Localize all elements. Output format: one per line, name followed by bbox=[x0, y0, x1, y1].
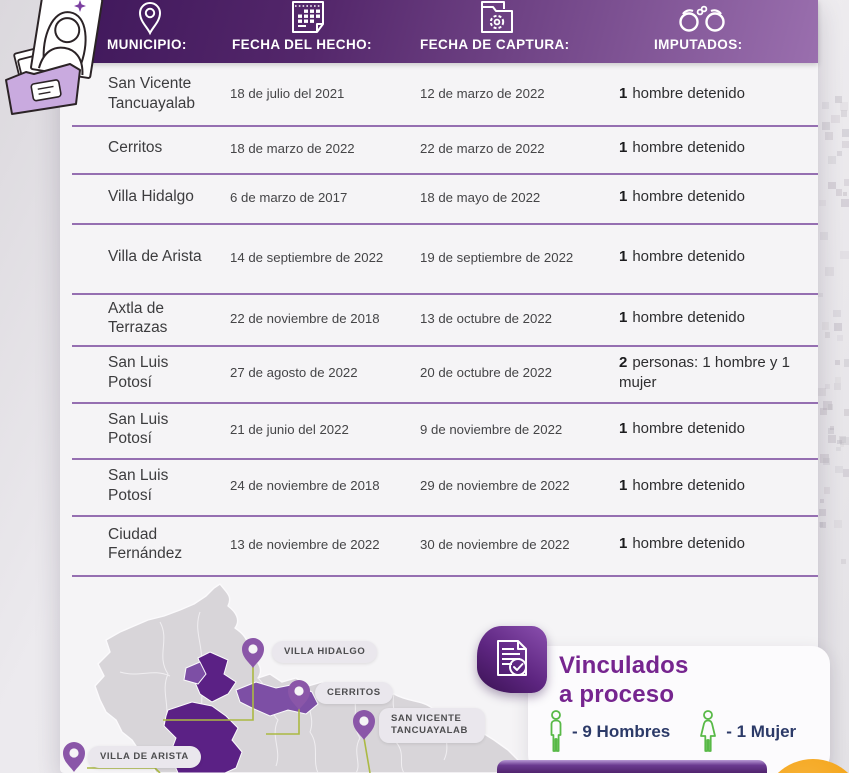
calendar-icon bbox=[290, 0, 328, 37]
bottom-bar bbox=[497, 760, 767, 773]
municipio-cell: San Vicente Tancuayalab bbox=[108, 75, 196, 112]
municipio-cell: Cerritos bbox=[108, 139, 163, 157]
stat-mujer bbox=[696, 710, 796, 754]
imputados-cell: 1 hombre detenido bbox=[619, 309, 745, 327]
municipio-cell: Ciudad Fernández bbox=[108, 525, 183, 562]
fecha-captura-cell: 13 de octubre de 2022 bbox=[420, 310, 552, 326]
column-header-imputados: IMPUTADOS: bbox=[654, 37, 743, 52]
fecha-captura-cell: 19 de septiembre de 2022 bbox=[420, 249, 574, 265]
municipio-cell: Villa Hidalgo bbox=[108, 188, 194, 206]
imputados-cell: 1 hombre detenido bbox=[619, 84, 745, 102]
woman-icon bbox=[696, 710, 720, 754]
document-check-icon bbox=[494, 639, 530, 681]
column-header-fecha-captura: FECHA DE CAPTURA: bbox=[420, 37, 570, 52]
table-header bbox=[88, 0, 818, 63]
stat-hombres bbox=[546, 710, 670, 754]
imputados-cell: 1 hombre detenido bbox=[619, 139, 745, 157]
table-row bbox=[72, 458, 818, 517]
photo-folder-illustration bbox=[0, 0, 165, 125]
stat-hombres-label: - 9 Hombres bbox=[572, 722, 671, 741]
fecha-captura-cell: 29 de noviembre de 2022 bbox=[420, 478, 570, 493]
imputados-cell: 2 personas: 1 hombre y 1 mujer bbox=[619, 354, 790, 391]
municipio-cell: San Luis Potosí bbox=[108, 354, 169, 391]
municipio-cell: Villa de Arista bbox=[108, 248, 202, 266]
fecha-hecho-cell: 18 de marzo de 2022 bbox=[230, 140, 355, 156]
fecha-captura-cell: 12 de marzo de 2022 bbox=[420, 86, 545, 101]
municipio-cell: Axtla de Terrazas bbox=[108, 299, 168, 336]
map-pin-villa-de-arista bbox=[63, 742, 85, 772]
table-row bbox=[72, 173, 818, 225]
summary-title-line1: Vinculados bbox=[559, 652, 689, 679]
fecha-hecho-cell: 27 de agosto de 2022 bbox=[230, 365, 358, 380]
summary-title bbox=[559, 652, 689, 710]
fecha-captura-cell: 20 de octubre de 2022 bbox=[420, 365, 552, 380]
column-header-fecha-hecho: FECHA DEL HECHO: bbox=[232, 37, 372, 52]
table-row bbox=[72, 293, 818, 347]
imputados-cell: 1 hombre detenido bbox=[619, 535, 745, 553]
table-row bbox=[72, 64, 818, 127]
fecha-captura-cell: 18 de mayo de 2022 bbox=[420, 189, 541, 205]
summary-stats bbox=[546, 710, 796, 754]
summary-title-line2: a proceso bbox=[559, 680, 675, 708]
table-row bbox=[72, 402, 818, 460]
municipio-cell: San Luis Potosí bbox=[108, 467, 169, 504]
table-row bbox=[72, 345, 818, 404]
fecha-hecho-cell: 14 de septiembre de 2022 bbox=[230, 249, 384, 265]
handcuffs-icon bbox=[676, 3, 728, 33]
pin-label-villa-de-arista: VILLA DE ARISTA bbox=[88, 746, 201, 768]
table-row bbox=[72, 515, 818, 577]
pin-label-san-vicente: SAN VICENTE TANCUAYALAB bbox=[379, 708, 485, 743]
fecha-hecho-cell: 6 de marzo de 2017 bbox=[230, 189, 348, 205]
imputados-cell: 1 hombre detenido bbox=[619, 420, 745, 438]
pin-label-cerritos: CERRITOS bbox=[315, 682, 393, 704]
state-outline bbox=[95, 584, 518, 773]
column-header-municipio: MUNICIPIO: bbox=[107, 37, 187, 52]
table-row bbox=[72, 223, 818, 295]
table-row bbox=[72, 125, 818, 175]
fecha-hecho-cell: 18 de julio del 2021 bbox=[230, 86, 345, 101]
imputados-cell: 1 hombre detenido bbox=[619, 188, 745, 206]
man-icon bbox=[546, 710, 566, 754]
document-check-badge bbox=[477, 626, 547, 693]
imputados-cell: 1 hombre detenido bbox=[619, 476, 745, 494]
fecha-captura-cell: 9 de noviembre de 2022 bbox=[420, 421, 563, 437]
municipio-cell: San Luis Potosí bbox=[108, 410, 169, 447]
state-map bbox=[60, 582, 540, 773]
imputados-cell: 1 hombre detenido bbox=[619, 248, 745, 266]
capture-folder-gear-icon bbox=[478, 0, 516, 37]
fecha-hecho-cell: 22 de noviembre de 2018 bbox=[230, 310, 380, 326]
pin-label-villa-hidalgo: VILLA HIDALGO bbox=[272, 641, 377, 663]
folder-icon bbox=[6, 64, 80, 114]
fecha-captura-cell: 22 de marzo de 2022 bbox=[420, 140, 545, 156]
fecha-captura-cell: 30 de noviembre de 2022 bbox=[420, 536, 570, 552]
fecha-hecho-cell: 13 de noviembre de 2022 bbox=[230, 536, 380, 552]
fecha-hecho-cell: 24 de noviembre de 2018 bbox=[230, 478, 380, 493]
fecha-hecho-cell: 21 de junio del 2022 bbox=[230, 421, 349, 437]
stat-mujer-label: - 1 Mujer bbox=[726, 722, 797, 741]
